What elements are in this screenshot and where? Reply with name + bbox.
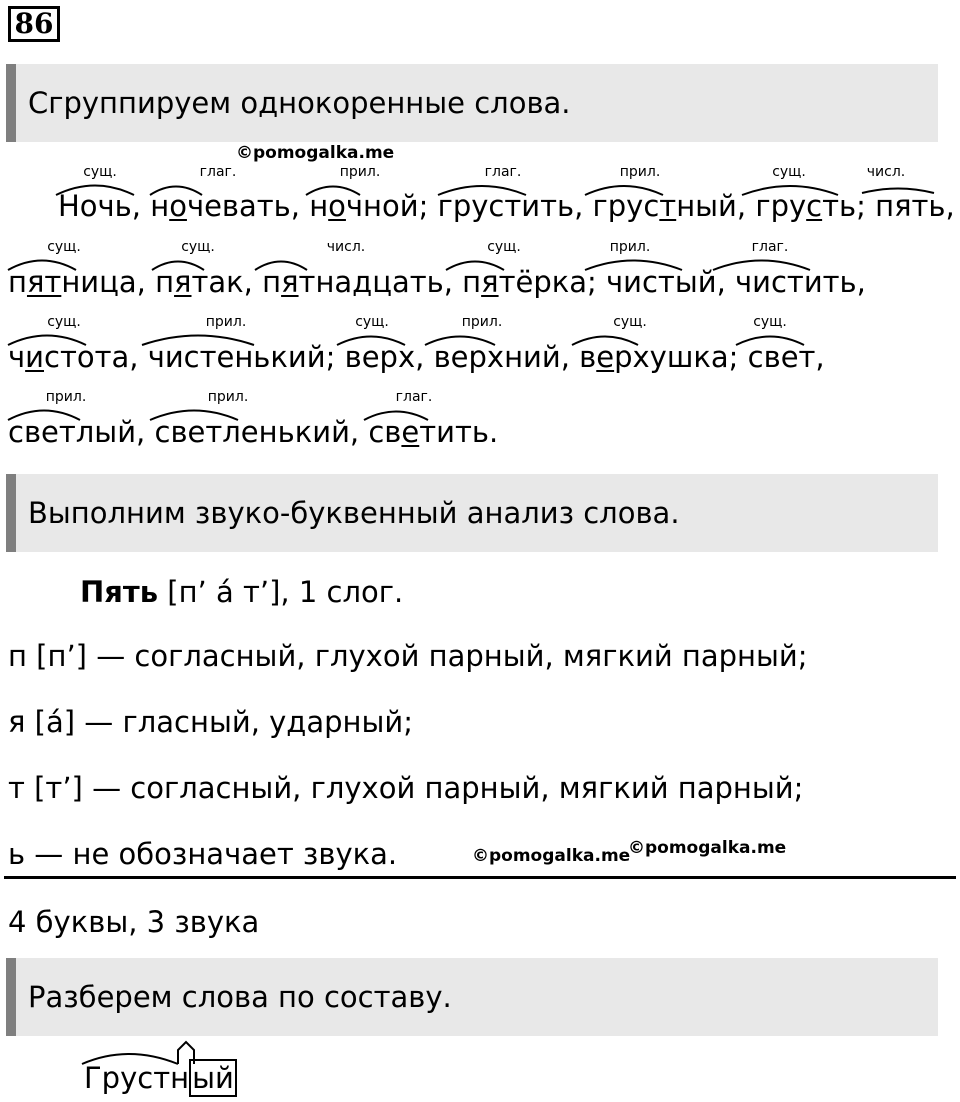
label-verb: глаг. xyxy=(751,239,789,255)
morpheme-ending: ый xyxy=(189,1059,237,1097)
label-noun: сущ. xyxy=(47,239,81,255)
words-line-4: светлый, светленький, светить. xyxy=(8,415,499,449)
label-noun: сущ. xyxy=(487,239,521,255)
analysis-transcription: [п’ а́ т’], 1 слог. xyxy=(167,575,404,609)
label-num: числ. xyxy=(866,164,906,180)
label-noun: сущ. xyxy=(47,314,81,330)
analysis-word: Пять xyxy=(80,575,159,609)
label-noun: сущ. xyxy=(753,314,787,330)
label-adj: прил. xyxy=(207,389,249,405)
label-adj: прил. xyxy=(339,164,381,180)
label-adj: прил. xyxy=(609,239,651,255)
label-adj: прил. xyxy=(461,314,503,330)
morpheme-root: Грустн xyxy=(84,1061,190,1095)
section-heading-morphemes: Разберем слова по составу. xyxy=(6,958,938,1036)
analysis-title xyxy=(80,572,403,612)
label-verb: глаг. xyxy=(199,164,237,180)
label-adj: прил. xyxy=(205,314,247,330)
watermark: ©pomogalka.me xyxy=(628,838,787,858)
analysis-row: ь — не обозначает звука. xyxy=(8,837,398,871)
analysis-row: т [т’] — согласный, глухой парный, мягкий парный; xyxy=(8,771,804,805)
label-noun: сущ. xyxy=(613,314,647,330)
words-line-2: пятница, пятак, пятнадцать, пятёрка; чистый, чистить, xyxy=(8,265,866,299)
analysis-summary: 4 буквы, 3 звука xyxy=(8,905,260,939)
watermark: ©pomogalka.me xyxy=(236,143,395,163)
root-arcs xyxy=(0,0,960,480)
label-num: числ. xyxy=(326,239,366,255)
analysis-row: я [а́] — гласный, ударный; xyxy=(8,705,413,739)
divider xyxy=(4,876,956,879)
words-line-1: Ночь, ночевать, ночной; грустить, грустный, грусть; пять, xyxy=(58,189,955,223)
label-verb: глаг. xyxy=(395,389,433,405)
label-verb: глаг. xyxy=(484,164,522,180)
analysis-row: п [п’] — согласный, глухой парный, мягкий парный; xyxy=(8,639,808,673)
label-adj: прил. xyxy=(619,164,661,180)
section-heading-roots: Сгруппируем однокоренные слова. xyxy=(6,64,938,142)
section-heading-analysis: Выполним звуко-буквенный анализ слова. xyxy=(6,474,938,552)
label-noun: сущ. xyxy=(772,164,806,180)
label-noun: сущ. xyxy=(181,239,215,255)
label-noun: сущ. xyxy=(355,314,389,330)
label-adj: прил. xyxy=(45,389,87,405)
exercise-number: 86 xyxy=(8,6,60,42)
watermark: ©pomogalka.me xyxy=(472,846,631,866)
words-line-3: чистота, чистенький; верх, верхний, верхушка; свет, xyxy=(8,340,825,374)
label-noun: сущ. xyxy=(83,164,117,180)
morpheme-word xyxy=(84,1058,237,1098)
